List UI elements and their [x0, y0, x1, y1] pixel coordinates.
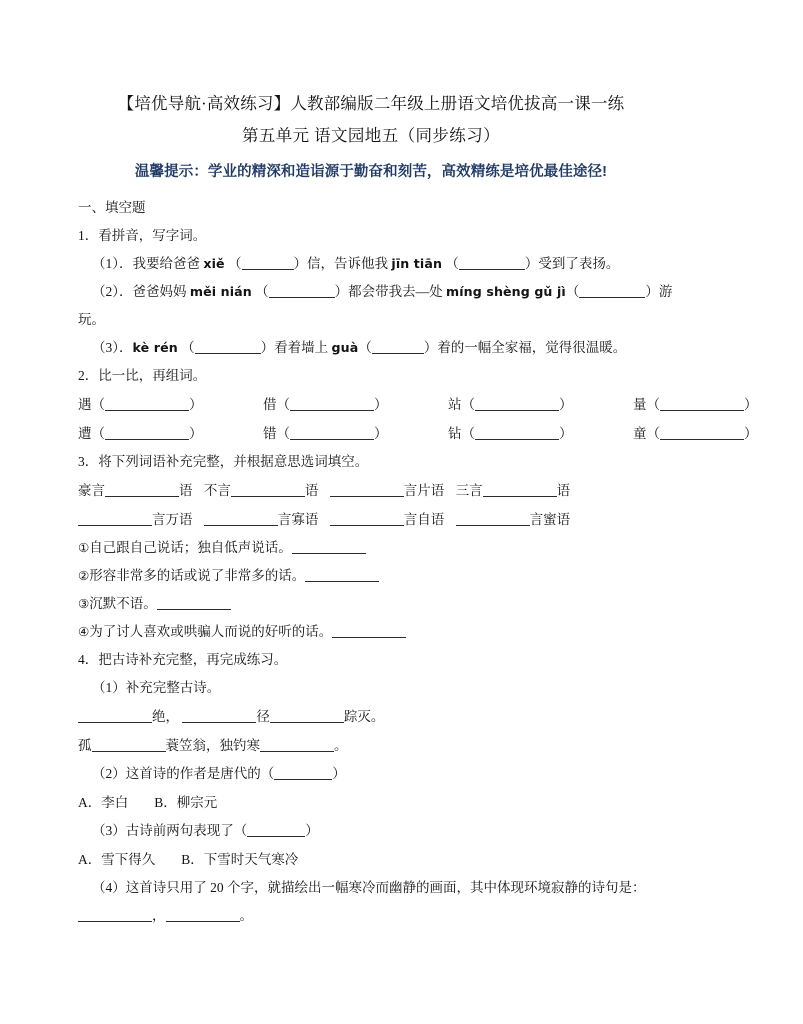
q3-idiom-blank[interactable]	[105, 484, 179, 497]
q1-item-1-mid: 信，告诉他我	[307, 256, 392, 271]
q4-poem-blank-3[interactable]	[270, 710, 344, 723]
q1-item-2-paren-open-2: （	[565, 284, 580, 299]
warm-tip: 温馨提示：学业的精深和造诣源于勤奋和刻苦，高效精练是培优最佳途径!	[134, 164, 608, 180]
q1-item-1-pinyin-2: jīn tiān	[391, 256, 443, 271]
q3-idiom-post: 言自语	[403, 512, 445, 527]
q1-item-2-mid: 都会带我去—处	[348, 284, 447, 299]
q1-item-2-blank-2[interactable]	[579, 285, 645, 298]
question-2-heading: 2．比一比，再组词。	[78, 368, 207, 383]
q1-item-3-prefix: （3）．	[92, 340, 133, 355]
q4-sub-3-options	[78, 845, 664, 874]
q1-item-3-suffix: 着的一幅全家福，觉得很温暖。	[437, 340, 627, 355]
q3-def-number: ④	[78, 624, 90, 639]
q1-item-1-paren-open-2: （	[445, 256, 459, 271]
q4-sub-4-blank-1[interactable]	[78, 909, 152, 922]
q4-poem-pre: 孤	[78, 738, 92, 753]
q4-sub-2-question	[78, 760, 664, 788]
q1-item-1	[78, 250, 664, 278]
q4-poem-post: 。	[334, 738, 348, 753]
q3-def-number: ②	[78, 568, 90, 583]
q4-sub-3-option-a[interactable]: A．雪下得久	[78, 852, 156, 867]
q3-idiom-post: 语	[556, 483, 571, 498]
q3-idiom-blank[interactable]	[204, 513, 278, 526]
q3-def-number: ①	[78, 540, 90, 555]
q3-idiom-post: 言寡语	[277, 512, 319, 527]
q1-item-2-pinyin-1: měi nián	[189, 284, 252, 299]
q4-sub-3-option-b[interactable]: B．下雪时天气寒冷	[181, 852, 299, 867]
q2-word-grid	[78, 390, 758, 448]
q3-def-blank[interactable]	[332, 625, 406, 638]
q1-item-3-paren-close-2: ）	[423, 340, 438, 355]
q4-sub-4-blank-2[interactable]	[166, 909, 240, 922]
q2-blank[interactable]	[475, 398, 559, 411]
document-subtitle: 第五单元 语文园地五（同步练习）	[241, 126, 501, 145]
q1-item-1-prefix: （1）．我要给爸爸	[92, 256, 204, 271]
q1-item-1-paren-open: （	[228, 256, 242, 271]
q1-item-1-paren-close-2: ）	[524, 256, 539, 271]
question-3-heading: 3．将下列词语补充完整，并根据意思选词填空。	[78, 454, 369, 469]
q1-item-3-mid: 看着墙上	[274, 340, 332, 355]
q2-blank[interactable]	[660, 398, 744, 411]
q2-char: 错（	[263, 426, 290, 441]
q3-def-blank[interactable]	[292, 541, 366, 554]
q2-cell: 遭（ ）	[78, 426, 203, 441]
q1-item-3-paren-open: （	[181, 340, 195, 355]
q3-idiom-row-1	[78, 476, 664, 505]
q2-cell: 错（ ）	[263, 426, 388, 441]
q3-def-text: 形容非常多的话或说了非常多的话。	[89, 568, 306, 583]
q2-blank[interactable]	[660, 427, 744, 440]
q1-item-2-paren-close-2: ）	[645, 284, 659, 299]
q2-blank[interactable]	[475, 427, 559, 440]
q1-item-3-blank-1[interactable]	[195, 341, 261, 354]
q4-poem-seg-b: 径	[256, 709, 270, 724]
q3-definition-4	[78, 618, 664, 646]
section-heading-fill-in-blank: 一、填空题	[78, 200, 146, 215]
q2-char: 童（	[633, 426, 660, 441]
q1-item-3-pinyin-1: kè rén	[132, 340, 178, 355]
q2-char: 遇（	[78, 397, 105, 412]
q3-idiom-blank[interactable]	[483, 484, 557, 497]
q3-idiom-post: 言万语	[152, 512, 193, 527]
q1-item-2	[78, 278, 673, 306]
q4-sub-2-end: ）	[332, 766, 346, 781]
q4-poem-blank-4[interactable]	[92, 739, 166, 752]
question-1-heading: 1．看拼音，写字词。	[78, 228, 207, 243]
question-4-heading: 4．把古诗补充完整，再完成练习。	[78, 652, 288, 667]
q2-cell: 钻（ ）	[448, 426, 573, 441]
q1-item-3-paren-open-2: （	[358, 340, 372, 355]
q1-item-1-blank-2[interactable]	[459, 257, 525, 270]
q3-definition-2	[78, 562, 664, 590]
q1-item-3-blank-2[interactable]	[372, 341, 424, 354]
q3-idiom-pre: 三言	[455, 483, 483, 498]
q4-sub-3-text: （3）古诗前两句表现了（	[92, 823, 248, 838]
q2-char: 量（	[633, 397, 660, 412]
q3-idiom-post: 语	[304, 483, 319, 498]
q1-item-1-paren-close: ）	[293, 256, 308, 271]
q2-cell: 遇（ ）	[78, 397, 203, 412]
q2-blank[interactable]	[105, 398, 189, 411]
q4-poem-blank-5[interactable]	[260, 739, 334, 752]
q1-item-2-suffix: 游	[658, 284, 673, 299]
q4-sub-2-options	[78, 788, 664, 817]
q3-idiom-blank[interactable]	[330, 513, 404, 526]
q4-sub-2-option-a[interactable]: A．李白	[78, 795, 129, 810]
q2-cell: 童（ ）	[633, 426, 758, 441]
q2-blank[interactable]	[290, 398, 374, 411]
q3-idiom-post: 言片语	[403, 483, 445, 498]
q4-poem-seg-a: 绝，	[152, 709, 179, 724]
q3-definition-3	[78, 590, 664, 618]
q1-item-2-prefix: （2）．爸爸妈妈	[92, 284, 190, 299]
q3-idiom-post: 语	[179, 483, 193, 498]
q2-char: 借（	[263, 397, 290, 412]
q4-sub-3-blank[interactable]	[247, 824, 305, 837]
q4-sub-3-end: ）	[305, 823, 319, 838]
q3-idiom-post: 言蜜语	[529, 512, 571, 527]
q3-def-text: 为了讨人喜欢或哄骗人而说的好听的话。	[89, 624, 333, 639]
q2-cell: 借（ ）	[263, 397, 388, 412]
q1-item-2-pinyin-2: míng shèng gǔ jì	[446, 284, 566, 299]
q4-poem-seg-c: 踪灭。	[343, 709, 385, 724]
q4-sub-4-question: （4）这首诗只用了 20 个字，就描绘出一幅寒冷而幽静的画面，其中体现环境寂静的诗句是：	[92, 880, 646, 895]
document-title: 【培优导航·高效练习】人教部编版二年级上册语文培优拔高一课一练	[117, 94, 625, 113]
q1-item-2-blank-1[interactable]	[269, 285, 335, 298]
q3-idiom-row-2	[78, 505, 664, 534]
q3-idiom-blank[interactable]	[78, 513, 152, 526]
q2-blank[interactable]	[290, 427, 374, 440]
q4-sub-2-blank[interactable]	[274, 767, 332, 780]
q1-item-1-blank-1[interactable]	[242, 257, 294, 270]
q4-sub-3-question	[78, 817, 664, 845]
q2-char: 钻（	[448, 426, 475, 441]
q3-def-number: ③	[78, 596, 90, 611]
q3-idiom-blank[interactable]	[456, 513, 530, 526]
q2-cell: 站（ ）	[448, 397, 573, 412]
q4-poem-mid: 蓑笠翁，独钓寒	[165, 738, 260, 753]
q4-sub-4-end: 。	[239, 908, 253, 923]
q3-definition-1	[78, 534, 664, 562]
q2-blank[interactable]	[105, 427, 189, 440]
q4-sub-2-text: （2）这首诗的作者是唐代的（	[92, 766, 275, 781]
q4-sub-1-heading: （1）补充完整古诗。	[92, 680, 221, 695]
q3-def-blank[interactable]	[305, 569, 379, 582]
q4-sub-2-option-b[interactable]: B．柳宗元	[154, 795, 218, 810]
q3-def-text: 沉默不语。	[89, 596, 157, 611]
q1-item-3-paren-close: ）	[260, 340, 275, 355]
q4-poem-blank-2[interactable]	[182, 710, 256, 723]
q1-item-3	[78, 334, 664, 362]
q3-idiom-blank[interactable]	[330, 484, 404, 497]
q3-def-blank[interactable]	[157, 597, 231, 610]
q1-item-1-pinyin-1: xiě	[203, 256, 225, 271]
q3-idiom-pre: 豪言	[78, 483, 105, 498]
q4-poem-blank-1[interactable]	[78, 710, 152, 723]
q4-poem-line-2	[78, 731, 664, 760]
q4-sub-4-answer-row	[78, 902, 664, 930]
q2-cell: 量（ ）	[633, 397, 758, 412]
q2-char: 站（	[448, 397, 475, 412]
q3-def-text: 自己跟自己说话；独自低声说话。	[89, 540, 292, 555]
q1-item-1-suffix: 受到了表扬。	[538, 256, 620, 271]
q4-sub-4-sep: ，	[152, 908, 166, 923]
q1-item-2-paren-open: （	[255, 284, 269, 299]
q3-idiom-pre: 不言	[203, 483, 231, 498]
q2-char: 遭（	[78, 426, 105, 441]
q1-item-2-paren-close: ）	[334, 284, 349, 299]
q3-idiom-blank[interactable]	[231, 484, 305, 497]
q4-poem-line-1	[78, 702, 664, 731]
q1-item-3-pinyin-2: guà	[331, 340, 359, 355]
q1-item-2-carryover: 玩。	[78, 312, 105, 327]
